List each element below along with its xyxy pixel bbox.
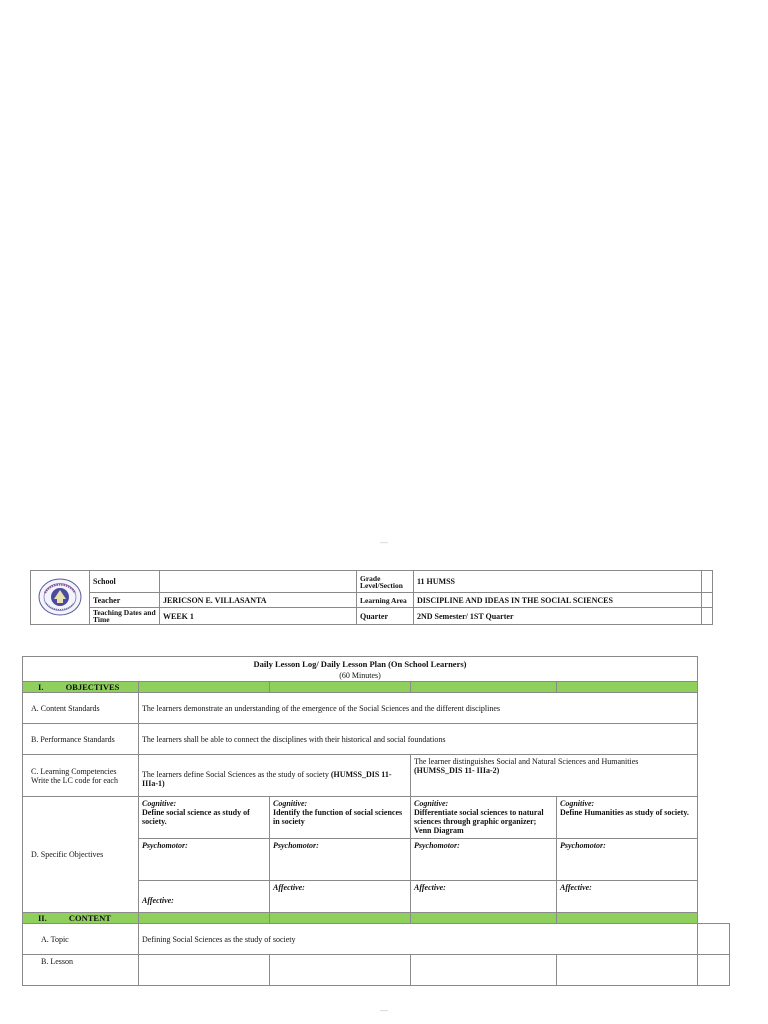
grade-level-value: 11 HUMSS	[414, 571, 702, 593]
header-edge-cell	[702, 608, 713, 625]
plan-edge-cell	[698, 693, 730, 724]
learning-competencies-label: C. Learning Competencies Write the LC code for each	[23, 755, 139, 797]
header-edge-cell	[702, 571, 713, 593]
section-number: II.	[38, 912, 47, 923]
section-number: I.	[38, 681, 44, 692]
cognitive-text: Define social science as study of society.	[142, 808, 250, 826]
plan-edge-cell	[698, 913, 730, 924]
quarter-value: 2ND Semester/ 1ST Quarter	[414, 608, 702, 625]
affective-cell: Affective:	[411, 881, 557, 913]
cognitive-label: Cognitive:	[414, 799, 449, 808]
lesson-cell	[139, 955, 270, 986]
competency-1-cell	[139, 755, 411, 797]
plan-edge-cell	[698, 881, 730, 913]
green-cell	[139, 913, 270, 924]
green-cell	[411, 913, 557, 924]
lesson-plan-table	[22, 656, 730, 986]
teacher-value: JERICSON E. VILLASANTA	[160, 593, 357, 608]
learning-area-label: Learning Area	[357, 593, 414, 608]
teaching-dates-label: Teaching Dates and Time	[90, 608, 160, 625]
specific-objectives-label: D. Specific Objectives	[23, 797, 139, 913]
cognitive-label: Cognitive:	[273, 799, 308, 808]
plan-edge-cell	[698, 797, 730, 839]
performance-standards-value: The learners shall be able to connect the disciplines with their historical and social foundations	[139, 724, 698, 755]
section-content-header	[23, 913, 139, 924]
teaching-dates-value: WEEK 1	[160, 608, 357, 625]
competency-2-text: The learner distinguishes Social and Natural Sciences and Humanities	[414, 757, 639, 766]
section-objectives-header	[23, 682, 139, 693]
topic-value: Defining Social Sciences as the study of society	[139, 924, 698, 955]
lesson-cell	[270, 955, 411, 986]
lesson-cell	[557, 955, 698, 986]
green-cell	[557, 913, 698, 924]
logo-cell	[31, 571, 90, 625]
green-cell	[270, 682, 411, 693]
plan-edge-cell	[698, 657, 730, 682]
cognitive-cell-1	[139, 797, 270, 839]
competency-2-code: (HUMSS_DIS 11- IIIa-2)	[414, 766, 500, 775]
lesson-cell	[411, 955, 557, 986]
section-title: OBJECTIVES	[65, 681, 120, 692]
page-mark-bottom: —	[380, 1006, 388, 1015]
cognitive-label: Cognitive:	[142, 799, 177, 808]
plan-title-cell	[23, 657, 698, 682]
lesson-label: B. Lesson	[23, 955, 139, 986]
school-value	[160, 571, 357, 593]
school-label: School	[90, 571, 160, 593]
psychomotor-cell: Psychomotor:	[411, 839, 557, 881]
cognitive-cell-2	[270, 797, 411, 839]
competency-2-cell	[411, 755, 698, 797]
green-cell	[557, 682, 698, 693]
performance-standards-label: B. Performance Standards	[23, 724, 139, 755]
content-standards-label: A. Content Standards	[23, 693, 139, 724]
affective-cell: Affective:	[557, 881, 698, 913]
plan-edge-cell	[698, 755, 730, 797]
learning-area-value: DISCIPLINE AND IDEAS IN THE SOCIAL SCIENCES	[414, 593, 702, 608]
plan-edge-cell	[698, 924, 730, 955]
content-standards-value: The learners demonstrate an understanding of the emergence of the Social Sciences and the different disciplines	[139, 693, 698, 724]
cognitive-cell-3	[411, 797, 557, 839]
header-edge-cell	[702, 593, 713, 608]
affective-cell: Affective:	[139, 881, 270, 913]
cognitive-text: Define Humanities as study of society.	[560, 808, 689, 817]
page-mark-top: —	[380, 538, 388, 547]
plan-edge-cell	[698, 955, 730, 986]
plan-title: Daily Lesson Log/ Daily Lesson Plan (On School Learners)	[253, 659, 467, 669]
psychomotor-cell: Psychomotor:	[139, 839, 270, 881]
plan-edge-cell	[698, 724, 730, 755]
deped-seal-logo	[37, 577, 83, 617]
cognitive-text: Differentiate social sciences to natural sciences through graphic organizer; Venn Diagram	[414, 808, 544, 835]
psychomotor-cell: Psychomotor:	[557, 839, 698, 881]
cognitive-cell-4	[557, 797, 698, 839]
green-cell	[270, 913, 411, 924]
psychomotor-cell: Psychomotor:	[270, 839, 411, 881]
cognitive-text: Identify the function of social sciences in society	[273, 808, 403, 826]
plan-edge-cell	[698, 839, 730, 881]
cognitive-label: Cognitive:	[560, 799, 595, 808]
teacher-label: Teacher	[90, 593, 160, 608]
grade-level-label: Grade Level/Section	[357, 571, 414, 593]
green-cell	[411, 682, 557, 693]
header-table	[30, 570, 713, 625]
affective-cell: Affective:	[270, 881, 411, 913]
quarter-label: Quarter	[357, 608, 414, 625]
green-cell	[139, 682, 270, 693]
plan-duration: (60 Minutes)	[339, 671, 381, 680]
section-title: CONTENT	[68, 912, 111, 923]
topic-label: A. Topic	[23, 924, 139, 955]
plan-edge-cell	[698, 682, 730, 693]
competency-1-text: The learners define Social Sciences as the study of society	[142, 769, 329, 779]
competency-1-code: (HUMSS_DIS 11- IIIa-1)	[142, 769, 392, 788]
